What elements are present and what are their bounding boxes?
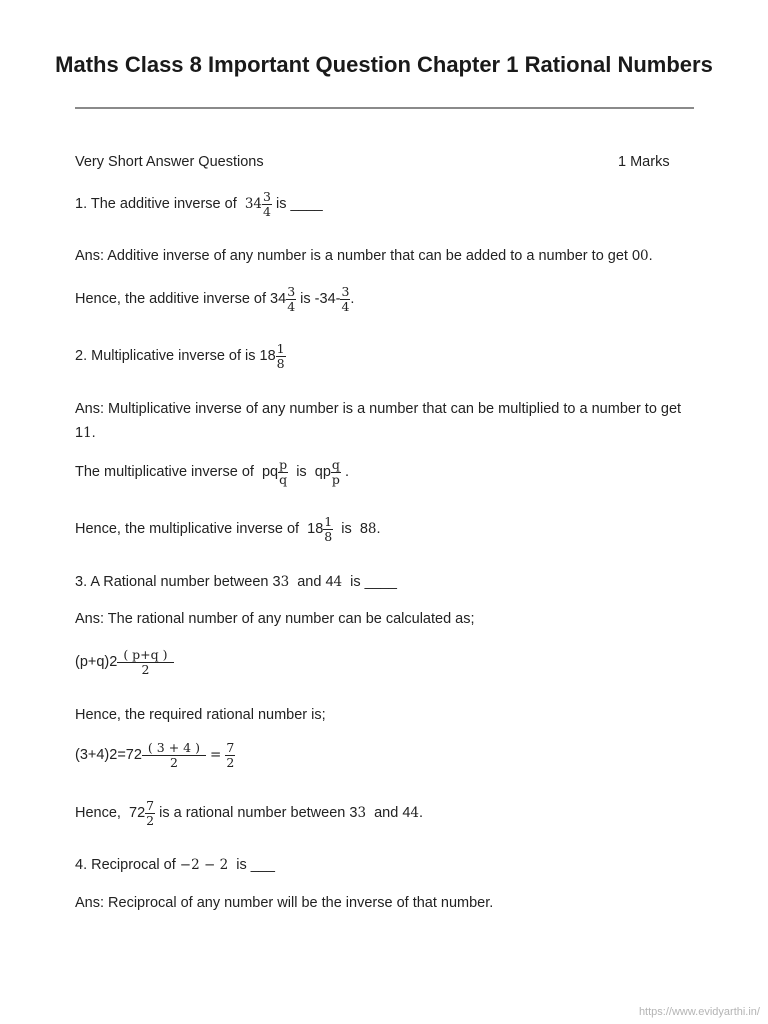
question-4: 4. Reciprocal of −2 − 2 is ___ [75, 857, 275, 873]
footer-url: https://www.evidyarthi.in/ [638, 1006, 760, 1018]
answer-4-line-1: Ans: Reciprocal of any number will be the inverse of that number. [75, 895, 494, 911]
answer-2-line-1: Ans: Multiplicative inverse of any number is a number that can be multiplied to a number to get 11. [75, 401, 682, 441]
answer-2-line-3: Hence, the multiplicative inverse of 18 $\frac{1}{8}$ is 88. [75, 514, 381, 544]
answer-3-line-2: Hence, the required rational number is; [75, 707, 326, 723]
question-2: 2. Multiplicative inverse of is 18 $\frac{1}{8}$ [75, 341, 285, 371]
answer-2-line-2: The multiplicative inverse of pq $\frac{p}{q}$ is qp $\frac{q}{p}$ . [75, 457, 349, 487]
answer-3-formula: (p+q)2 $\frac{( p+q )}{2}$ [75, 648, 174, 677]
answer-3-line-1: Ans: The rational number of any number can be calculated as; [75, 611, 475, 627]
question-3: 3. A Rational number between 33 and 44 is ____ [75, 574, 397, 590]
answer-3-line-3: Hence, 72 $\frac{7}{2}$ is a rational number between 33 and 44. [75, 798, 424, 828]
title-divider [75, 107, 694, 109]
answer-3-calculation: (3+4)2=72 $\frac{( 3 + 4 )}{2}$ = $\frac{7}{2}$ [75, 740, 235, 770]
section-label: Very Short Answer Questions [75, 154, 264, 170]
answer-1-line-2: Hence, the additive inverse of 34 $\frac{3}{4}$ is -34- $\frac{3}{4}$ . [75, 284, 355, 314]
section-marks: 1 Marks [618, 154, 670, 170]
question-1: 1. The additive inverse of 34 $\frac{3}{4}$ is ____ [75, 189, 323, 219]
page-title: Maths Class 8 Important Question Chapter 1 Rational Numbers [55, 52, 713, 77]
answer-1-line-1: Ans: Additive inverse of any number is a number that can be added to a number to get 00. [75, 248, 653, 264]
